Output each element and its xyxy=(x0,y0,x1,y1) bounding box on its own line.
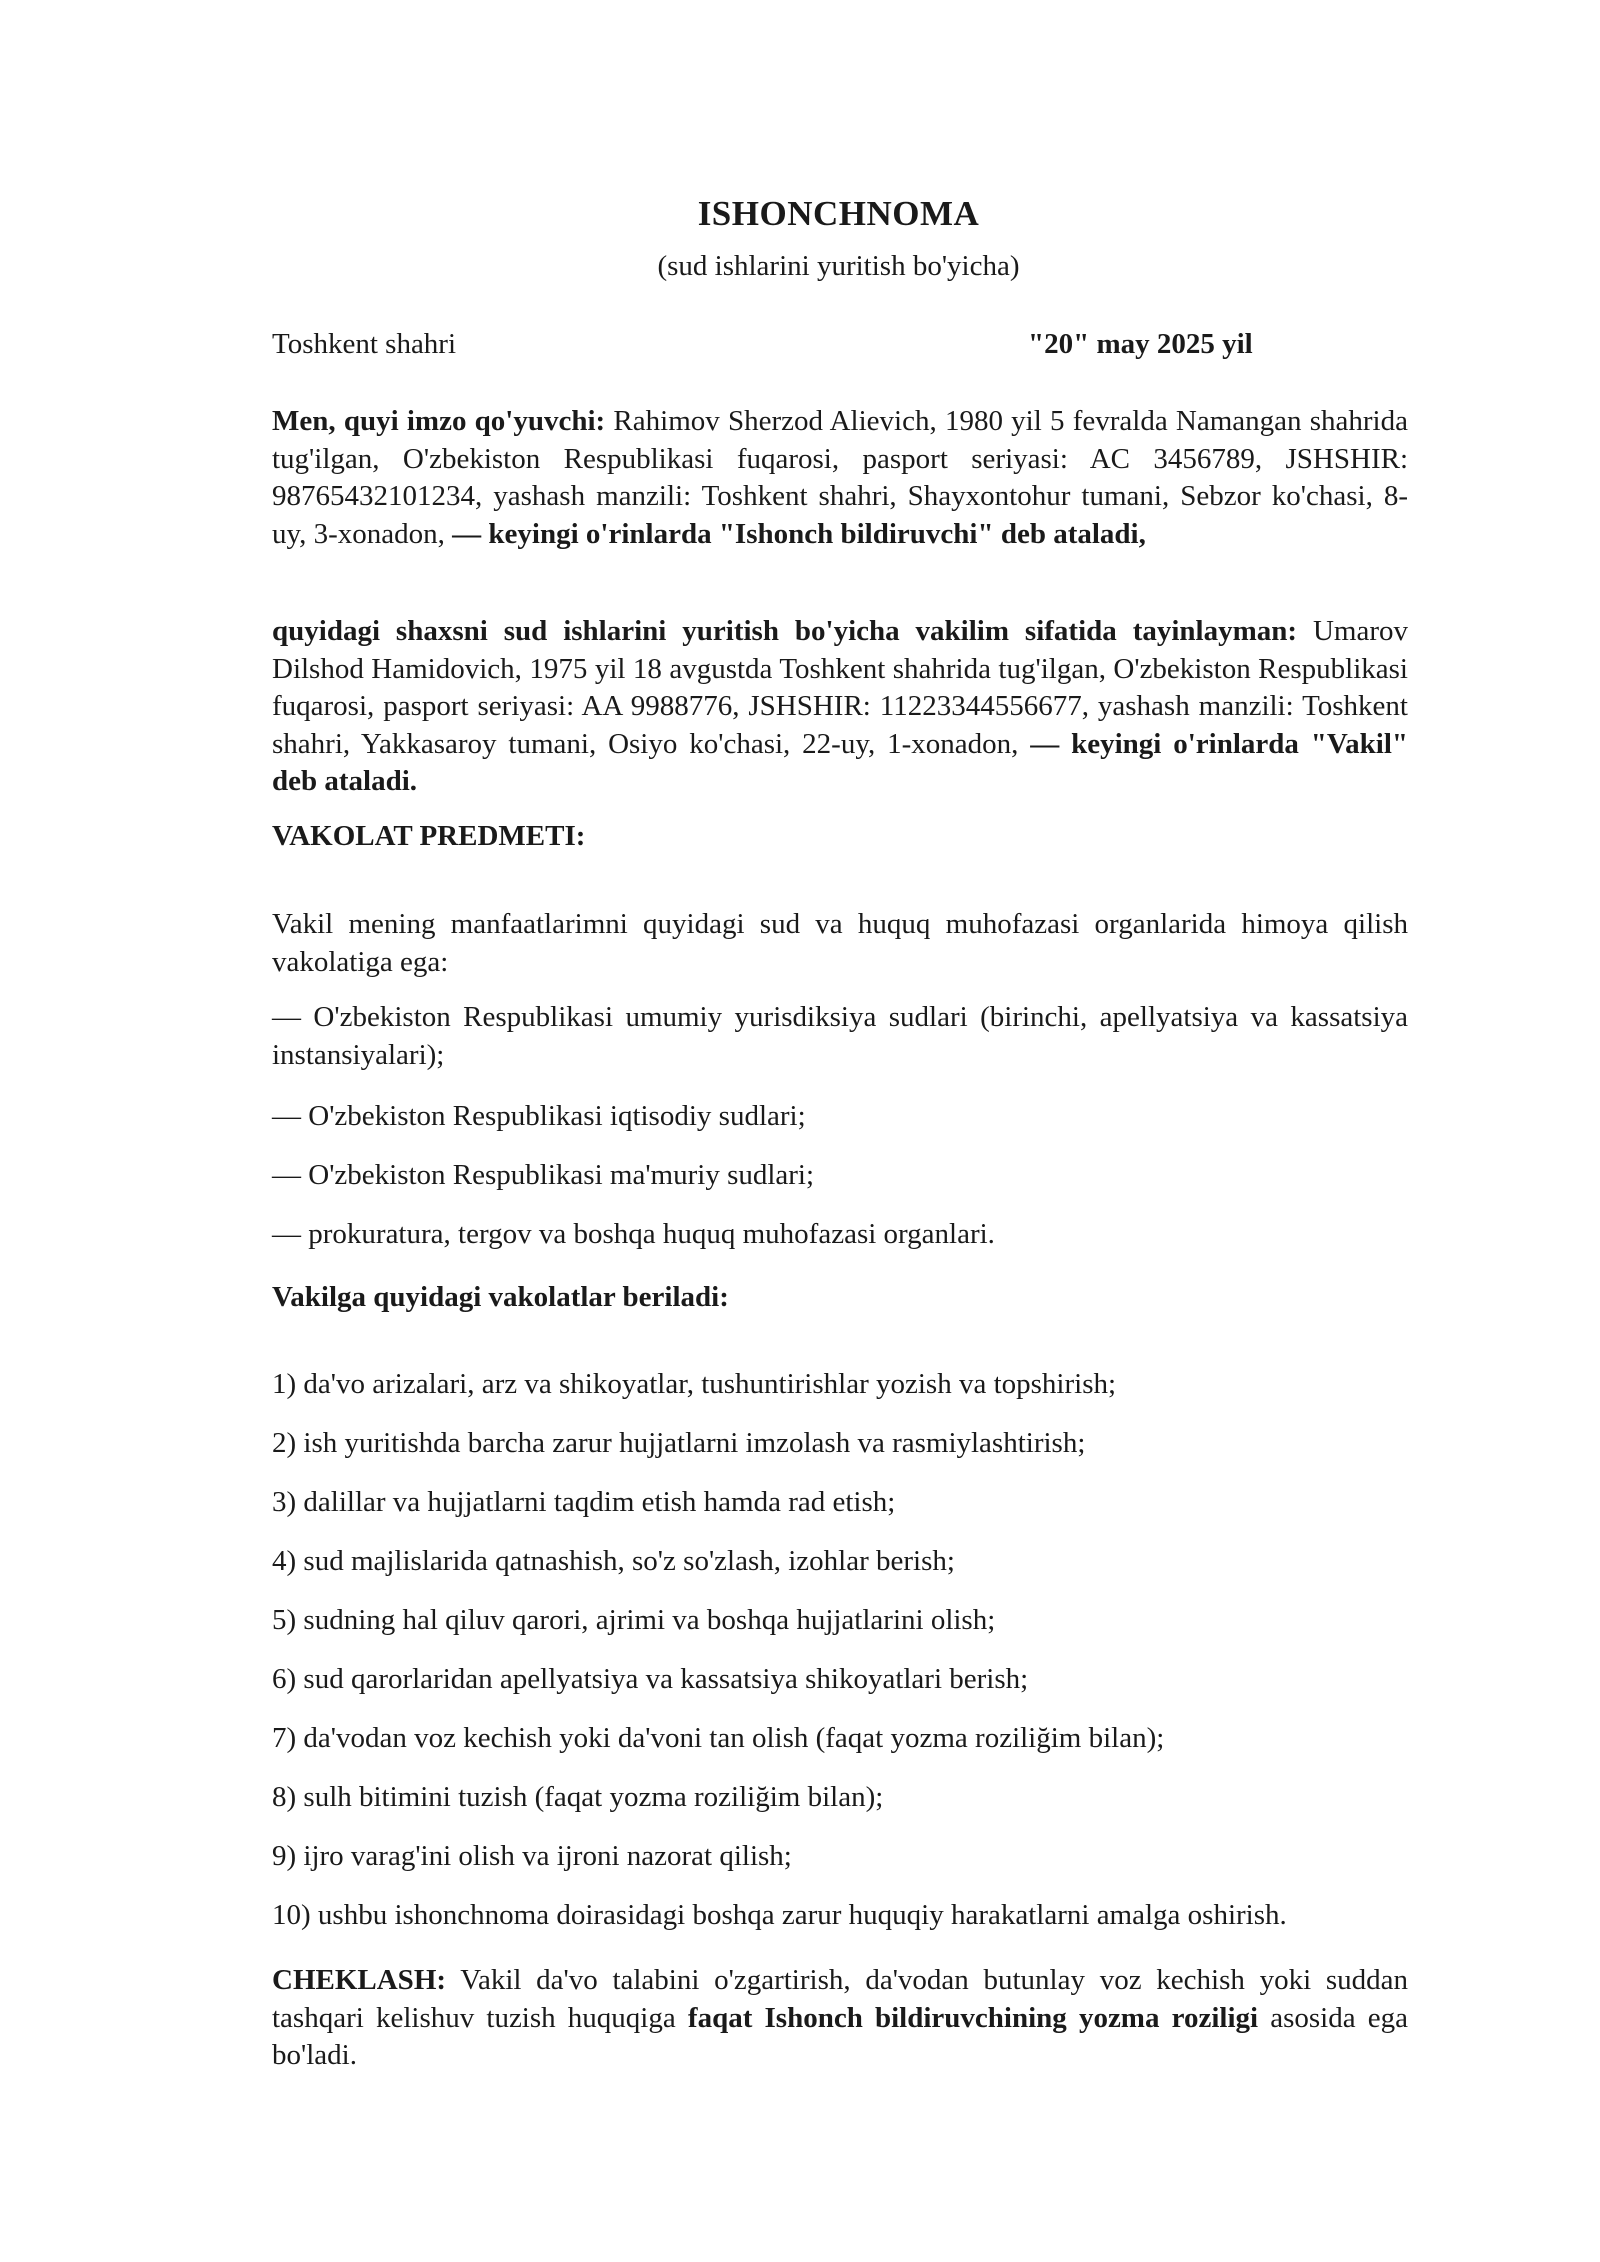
power-item: 6) sud qarorlaridan apellyatsiya va kassatsiya shikoyatlari berish; xyxy=(272,1663,1029,1695)
representative-paragraph xyxy=(272,613,1408,801)
principal-text: Rahimov Sherzod Alievich, 1980 yil 5 fevralda Namangan shahrida tug'ilgan, O'zbekiston Respublikasi fuqarosi, pasport seriyasi: AC 3456789, JSHSHIR: 98765432101234, yashash manzili: Toshkent shahri, Shayxontohur tumani, Sebzor ko'chasi, 8-uy, 3-xonadon, xyxy=(272,405,1408,550)
power-item: 10) ushbu ishonchnoma doirasidagi boshqa zarur huquqiy harakatlarni amalga oshirish. xyxy=(272,1899,1287,1931)
city-label: Toshkent shahri xyxy=(272,328,457,360)
power-item: 7) da'vodan voz kechish yoki da'voni tan olish (faqat yozma roziliğim bilan); xyxy=(272,1722,1165,1754)
document-title: ISHONCHNOMA xyxy=(697,194,980,233)
principal-tail: — keyingi o'rinlarda "Ishonch bildiruvchi" deb ataladi, xyxy=(452,517,1146,550)
date-label: "20" may 2025 yil xyxy=(1028,328,1253,360)
principal-paragraph xyxy=(272,403,1408,553)
power-item: 4) sud majlislarida qatnashish, so'z so'zlash, izohlar berish; xyxy=(272,1545,955,1577)
power-item: 8) sulh bitimini tuzish (faqat yozma roziliğim bilan); xyxy=(272,1781,884,1813)
representative-lead: quyidagi shaxsni sud ishlarini yuritish bo'yicha vakilim sifatida tayinlayman: xyxy=(272,615,1298,647)
restriction-lead: CHEKLASH: xyxy=(272,1964,447,1996)
powers-heading: Vakilga quyidagi vakolatlar beriladi: xyxy=(272,1281,729,1313)
restriction-text: Vakil da'vo talabini o'zgartirish, da'vodan butunlay voz kechish yoki suddan tashqari kelishuv tuzish huquqiga xyxy=(272,1964,1408,2034)
restriction-bold: faqat Ishonch bildiruvchining yozma roziligi xyxy=(687,2001,1259,2034)
restriction-tail: asosida ega bo'ladi. xyxy=(272,2001,1409,2071)
power-item: 1) da'vo arizalari, arz va shikoyatlar, tushuntirishlar yozish va topshirish; xyxy=(272,1368,1117,1400)
power-item: 9) ijro varag'ini olish va ijroni nazorat qilish; xyxy=(272,1840,792,1872)
power-item: 2) ish yuritishda barcha zarur hujjatlarni imzolash va rasmiylashtirish; xyxy=(272,1427,1086,1459)
power-item: 5) sudning hal qiluv qarori, ajrimi va boshqa hujjatlarini olish; xyxy=(272,1604,996,1636)
subject-item: — O'zbekiston Respublikasi umumiy yurisdiksiya sudlari (birinchi, apellyatsiya va kassatsiya instansiyalari); xyxy=(272,1001,1408,1071)
subject-item: — O'zbekiston Respublikasi ma'muriy sudlari; xyxy=(272,1159,815,1191)
document-subtitle: (sud ishlarini yuritish bo'yicha) xyxy=(657,250,1020,282)
representative-text: Umarov Dilshod Hamidovich, 1975 yil 18 avgustda Toshkent shahrida tug'ilgan, O'zbekiston Respublikasi fuqarosi, pasport seriyasi: AA 9988776, JSHSHIR: 11223344556677, yashash manzili: Toshkent shahri, Yakkasaroy tumani, Osiyo ko'chasi, 22-uy, 1-xonadon, xyxy=(272,615,1409,760)
restriction-paragraph xyxy=(272,1962,1408,2075)
subject-item: — O'zbekiston Respublikasi iqtisodiy sudlari; xyxy=(272,1100,806,1132)
subject-intro: Vakil mening manfaatlarimni quyidagi sud va huquq muhofazasi organlarida himoya qilish vakolatiga ega: xyxy=(272,908,1408,978)
representative-tail: — keyingi o'rinlarda "Vakil" deb ataladi. xyxy=(272,727,1409,797)
power-item: 3) dalillar va hujjatlarni taqdim etish hamda rad etish; xyxy=(272,1486,896,1518)
principal-lead: Men, quyi imzo qo'yuvchi: xyxy=(272,405,606,437)
subject-heading: VAKOLAT PREDMETI: xyxy=(272,820,586,852)
subject-item: — prokuratura, tergov va boshqa huquq muhofazasi organlari. xyxy=(272,1218,995,1250)
